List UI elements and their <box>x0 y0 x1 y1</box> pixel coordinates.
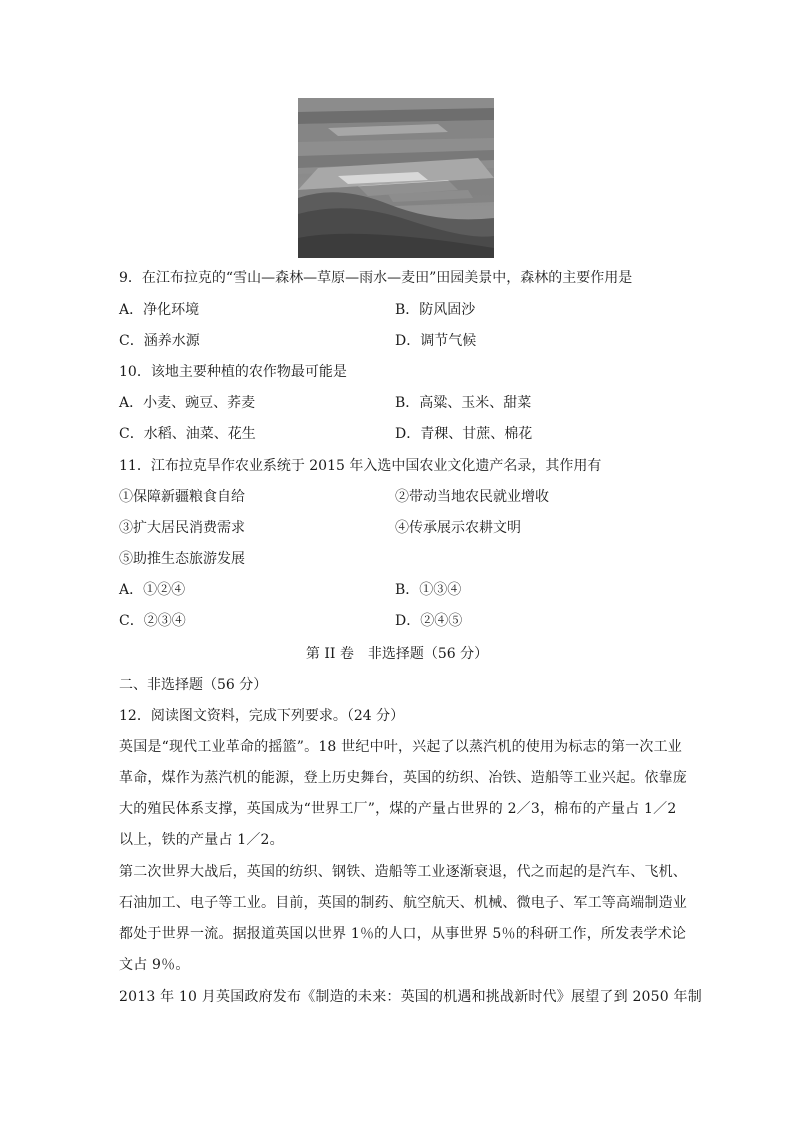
q10-option-d: D．青稞、甘蔗、棉花 <box>395 426 533 442</box>
q11-item-4: ④传承展示农耕文明 <box>395 520 521 536</box>
paragraph-2-line: 第二次世界大战后，英国的纺织、钢铁、造船等工业逐渐衰退，代之而起的是汽车、飞机、 <box>119 864 687 880</box>
landscape-photo <box>298 98 494 258</box>
paragraph-2-line: 都处于世界一流。据报道英国以世界 1％的人口，从事世界 5％的科研工作，所发表学术论 <box>119 926 687 942</box>
q11-item-1: ①保障新疆粮食自给 <box>119 489 245 505</box>
q9-option-a: A．净化环境 <box>119 302 200 318</box>
q9-option-d: D．调节气候 <box>395 333 477 349</box>
part-2-title: 第 II 卷 非选择题（56 分） <box>305 646 489 662</box>
question-11-stem: 11．江布拉克旱作农业系统于 2015 年入选中国农业文化遗产名录，其作用有 <box>119 458 602 474</box>
q11-item-5: ⑤助推生态旅游发展 <box>119 551 245 567</box>
q11-option-b: B．①③④ <box>395 582 462 598</box>
question-12-stem: 12．阅读图文资料，完成下列要求。（24 分） <box>119 708 405 724</box>
paragraph-1-line: 英国是“现代工业革命的摇篮”。18 世纪中叶，兴起了以蒸汽机的使用为标志的第一次工业 <box>119 739 682 755</box>
q10-option-a: A．小麦、豌豆、荞麦 <box>119 395 256 411</box>
q11-option-c: C．②③④ <box>119 613 186 629</box>
q11-item-2: ②带动当地农民就业增收 <box>395 489 549 505</box>
q11-option-d: D．②④⑤ <box>395 613 463 629</box>
q9-option-c: C．涵养水源 <box>119 333 200 349</box>
paragraph-1-line: 革命，煤作为蒸汽机的能源，登上历史舞台，英国的纺织、冶铁、造船等工业兴起。依靠庞 <box>119 770 687 786</box>
paragraph-3-line: 2013 年 10 月英国政府发布《制造的未来：英国的机遇和挑战新时代》展望了到 2050 年制 <box>119 989 702 1005</box>
question-10-stem: 10．该地主要种植的农作物最可能是 <box>119 364 347 380</box>
paragraph-2-line: 文占 9％。 <box>119 957 190 973</box>
q11-option-a: A．①②④ <box>119 582 186 598</box>
paragraph-2-line: 石油加工、电子等工业。目前，英国的制药、航空航天、机械、微电子、军工等高端制造业 <box>119 895 687 911</box>
q9-option-b: B．防风固沙 <box>395 302 476 318</box>
q10-option-b: B．高粱、玉米、甜菜 <box>395 395 532 411</box>
question-9-stem: 9．在江布拉克的“雪山—森林—草原—雨水—麦田”田园美景中，森林的主要作用是 <box>119 270 633 286</box>
q10-option-c: C．水稻、油菜、花生 <box>119 426 256 442</box>
paragraph-1-line: 以上，铁的产量占 1／2。 <box>119 832 284 848</box>
section-heading: 二、非选择题（56 分） <box>119 677 268 693</box>
paragraph-1-line: 大的殖民体系支撑，英国成为“世界工厂”，煤的产量占世界的 2／3，棉布的产量占 1／2 <box>119 801 677 817</box>
q11-item-3: ③扩大居民消费需求 <box>119 520 245 536</box>
